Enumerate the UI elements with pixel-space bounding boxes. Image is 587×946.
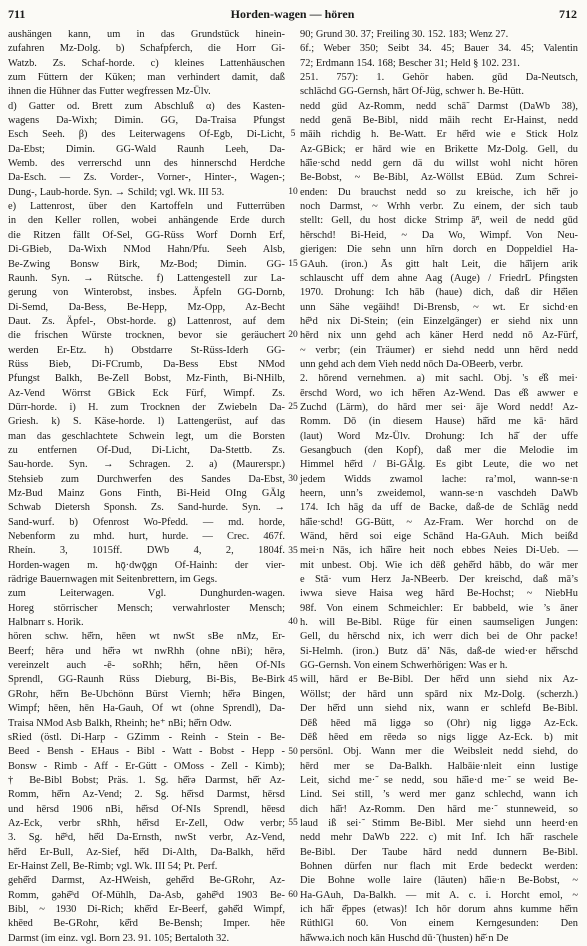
text-line: unn Sähe vegāihd! Di-Brensb, ~ wt. Er sichd·en [300,301,578,313]
text-line: Be-Bobst, ~ Be-Bibl, Az-Wöllst EBüd. Zum Schrei- [300,172,578,184]
text-line: Watzb. Zs. Schaf-horde. c) kleines Lattenhäuschen [8,57,285,69]
text-line: Sprendl, GG-Raunh Rüss Dieburg, Bi-Bis, Be-Birk [8,674,285,686]
text-line: Zuchd (Lärm), do hārd mer sei· āje Word nedd! Az- [300,401,578,413]
text-line: sRied (östl. Di-Harp - GZimm - Reinh - Stein - Be- [8,731,285,743]
text-line: Esch Seeh. β) des Leiterwagens Of-Egb, Di-Licht, [8,129,285,141]
text-line: man das geschlachtete Schwein legt, um die Borsten [8,430,285,442]
text-line: Wöllst; der hārd unn spārd nix Mz-Dolg. (scherzh.) [300,688,578,700]
text-line: Himmel hē̆rd / Bi-GÄlg. Es gibt Leute, die wo net [300,459,578,471]
text-line: zum Füttern der Küken; man verhindert damit, daß [8,72,285,84]
text-line: Ha-GAuh, Da-Balkh. — mit A. c. i. Horcht emol, ~ [300,889,578,901]
text-line: Stehsieb zum Durchwerfen des Sandes Da-Ebst, [8,473,285,485]
text-line: hērschd! Bi-Heid, ~ Da Wo, Wimpf. Von Neu- [300,229,578,241]
text-line: hē̆ᵃd nix Di-Stein; (ein Einzelgänger) er siehd nix unn [300,315,578,327]
text-line: h. will Be-Bibl. Rüge für einen saumseligen Jungen: [300,617,578,629]
text-line: Er-Hainst Zell, Be-Rimb; vgl. Wk. III 54; Pt. Perf. [8,860,218,872]
text-line: Dēß hēɐd mā liggə so (Ohr) nig liggə Az-Eck. [300,717,578,729]
text-line: rädrige Bauernwagen mit Seitenbrettern, im Gegs. [8,574,218,586]
text-line: 174. Ich hāg da uff de Backe, daß-de de Schlāg nedd [300,502,578,514]
text-line: hērd nix unn gehd ach käner Herd nedd nō Az-Fürf, [300,330,578,342]
text-line: wagens Da-Wixh; Dimin. GG, Da-Traisa Pfungst [8,115,285,127]
running-head: Horden-wagen — hören [230,7,355,21]
text-line: nedd güd Az-Romm, nedd schā̃ Darmst (DaWb 38), [300,100,578,112]
text-line: Bonsw - Rimb - Aff - Er-Gütt - OMoss - Zell - Kimb); [8,760,285,772]
text-line: persönl. Obj. Wann mer die Weibsleit nedd siehd, do [300,746,578,758]
text-line: werden Er-Etz. h) Obstdarre St-Rüss-Iderh GG- [8,344,285,356]
text-line: 90; Grund 30. 37; Freiling 30. 152. 183; Wenz 27. [300,29,509,40]
text-line: Mz-Bud Mainz Gons Finth, Bi-Heid OIng GÄlg [8,488,285,499]
text-line: Raunh. Syn. → Rütsche. f) Lattengestell zur La- [8,272,285,284]
text-line: zum Leiterwagen. Vgl. Dunghurden-wagen. [8,588,285,600]
text-line: Sau-horde. Syn. → Schragen. 2. a) (Maurerspr.) [8,459,285,471]
text-line: Pfungst Balkh, Be-Zell Bobst, Mz-Finth, Bi-NHilb, [8,373,285,385]
text-line: 72; Erdmann 154. 168; Bescher 31; Held § 102. 231. [300,57,520,69]
text-line: hā̆ie·schd! GG-Bütt, ~ Az-Fram. Wer horchd on de [300,516,578,528]
text-line: Be-Zwing Bonsw Birk, Mz-Bod; Dimin. GG- [8,258,285,270]
text-line: hā̆ie·schd nedd gern dä du willst wohl nicht hören [300,158,578,170]
text-line: 251. 757): 1. Gehör haben. gūd Da-Neutsch, [300,72,578,84]
text-line: nedd mehr DaWb 222. c) mit Inf. Ich hā̆r raschele [300,832,578,844]
text-line: noch Darmst, ~ Wrhh verbr. Zu einem, der sich taub [300,201,578,213]
text-line: Beed - Bensh - EHaus - Bibl - Watt - Bobst - Hepp - [8,746,285,758]
text-line: ihnen die Hühner das Futter wegfressen Mz-Ülv. [8,86,211,98]
text-line: Az-Eck, verbr sRhh, hē̆rsd Er-Zell, Odw verbr; [8,817,285,829]
text-line: Si-Helmh. (iron.) Butz dā’ Nās, daß-de wied·er hē̆rschd [300,645,578,657]
text-line: hā̆wwə.ich noch kān Huschd dū·̃ (husten) hē̆·n De [300,932,509,944]
text-line: Da-Esch. — Zs. Vorder-, Vorner-, Hinter-, Wagen-; [8,172,285,184]
text-line: hören schw. hē̆rn, hēɐn wt nwSt sBe nMz, Er- [8,631,285,643]
right-column [300,28,578,944]
text-line: Rheín. 3, 1015ff. DWb 4, 2, 1804f. [8,545,285,557]
line-number: 55 [288,818,298,829]
text-line: 1970. Drohung: Ich hāb (haue) dich, daß dir Hē̆ien [300,287,578,299]
text-line: schlauscht uff dem ahne Aag (Auge) / FriedrL Pfingsten [300,272,578,284]
text-line: mei·n Nās, ich hā̆ire heit noch ebbes Neies Di-Ueb. — [300,545,578,557]
text-line: Wimpf; hēɐn, hēn Ha-Gauh, Of wt (ohne Sprendl), Da- [8,703,285,715]
line-number: 10 [288,186,298,197]
text-line: Romm, gəhē̆ᵃd Of-Mühlh, Da-Asb, gəhē̆ᵃd 1903 Be- [8,889,285,901]
text-line: dich hā̆r! Az-Romm. Den hārd me·̃ stunneweid, so [300,803,578,815]
text-line: vereinzelt auch -ē- soRhh; hē̆rn, hēɐn Of-NIs [8,660,285,672]
text-line: Lind. Sei still, ’s werd mer ganz schlechd, wann ich [300,789,578,801]
text-line: ich hā̆r ē̆ppes (etwas)! Ich hōr dorum ahns kumme hē̆rn [300,903,578,915]
text-line: unn gehd ach dem Vieh nedd nōch Da-OBeerb, verbr. [300,358,524,370]
line-number: 15 [288,258,298,269]
text-line: e Stā· vum Herz Ja-NBeerb. Der kreischd, daß mā’s [300,574,578,586]
text-line: Griesh. k) S. Käse-horde. l) Lattengerüst, auf das [8,416,285,428]
line-number: 45 [288,674,298,685]
text-line: † Be-Bibl Bobst; Präs. 1. Sg. hē̆rə Darmst, hē̆r Az- [8,774,285,786]
text-line: 2. hōrend vernehmen. a) mit sachl. Obj. 's e̊ß mei· [300,373,578,385]
line-number: 25 [288,402,298,413]
text-line: māih richdig h. Be-Watt. Er hē̆rd wie e Stick Holz [300,129,578,141]
text-line: Az-GBick; er hārd wie en Brikette Mz-Dolg. Gell, du [300,143,578,155]
text-line: Darmst (im einz. vgl. Born 23. 91. 105; Bertaloth 32. [8,932,230,944]
line-number: 50 [288,746,298,757]
text-line: Gell, du hērschd nix, ich werr dich bei de Ohr packe! [300,631,578,643]
text-line: Halbnarr s. Horik. [8,617,84,629]
text-line: ~ verbr; (ein Träumer) er siehd nedd unn hērd nedd [300,344,578,356]
text-line: Sand-wurf. b) Ofenrost Wo-Pfedd. — md. horde, [8,516,285,528]
text-line: Di-GBieb, Da-Wixh NMod Hahn/Pfu. Seeh Alsb, [8,244,285,256]
text-line: (laut) Word Mz-Ülv. Drohung: Ich hā̆ der uffe [300,430,578,442]
text-line: Az-Vend Wörrst GBick Eck Fürf, Wimpf. Zs. [8,387,285,399]
text-line: Nebenform zu mhd. hurt, hurde. — Crec. 467f. [8,531,285,543]
page-number-left: 711 [8,7,26,21]
text-line: e) Lattenrost, über den Kartoffeln und Futterrüben [8,201,285,213]
text-line: laud iß sei·̃ Stimm Be-Bibl. Mer siehd unn heerd·en [300,817,578,829]
text-line: gerung von Winterobst, insbes. Äpfeln GG-Dornb, [8,287,285,299]
text-line: Daut. Zs. Äpfel-, Obst-horde. g) Lattenrost, auf dem [8,315,285,327]
text-line: 98f. Von einem Schmeichler: Er babbeld, wie ’s āner [300,602,578,614]
text-line: Romm, hē̆rn Az-Vend; 2. Sg. hē̆rsd Darmst, hērsd [8,789,285,801]
text-line: nedd genā Be-Bibl, nidd māih recht Er-Hainst, nedd [300,115,578,127]
text-line: Da-Ebst; Dimin. GG-Wald Raunh Leeh, Da- [8,143,285,155]
text-line: RüthlGl 60. Von einem Kerngesunden: Den [300,918,578,930]
text-line: zu entfernen Of-Dud, Di-Licht, Da-Stettb. Zs. [8,444,285,456]
text-line: iwwa sieve Haisa weg hārd Be-Hochst; ~ NiebHu [300,588,578,600]
text-line: Wemb. des verrerschd unn des hinnerschd Herdche [8,158,285,170]
text-line: will, hārd er Be-Bibl. Der hē̆rd unn siehd nix Az- [300,674,578,686]
text-line: Rüss Bieb, Di-FCrumb, Da-Bess Ebst NMod [8,358,285,370]
text-line: Die Bohne wolle laire (läuten) hā̆ie·n Be-Bobst, ~ [300,875,578,887]
text-line: Leit, sichd me·̃ se nedd, sou hā̆ie·d me·̃ se weid Be- [300,774,578,786]
text-line: aushängen kann, um in das Grundstück hinein- [8,29,285,40]
text-line: khēɐd Be-GRohr, kē̆rd Be-Bensh; Imper. hēɐ [8,918,285,930]
text-line: in den Keller rollen, wobei anhängende Erde durch [8,215,285,227]
text-line: Beerf; hērə und hē̆rə wt nwRhh (ohne nBi); hērə, [8,645,285,657]
text-line: Di-Semd, Da-Bess, Be-Hepp, Mz-Opp, Az-Becht [8,301,285,313]
text-line: und hērsd 1906 nBi, hē̆rsd Of-NIs Sprendl, hēɐsd [8,803,285,815]
text-line: GAuh. (iron.) Ās gitt halt Leit, die hā̆ijern arik [300,258,578,270]
text-line: Gesangbuch (den Kopf), daß mer die Melodie im [300,444,578,456]
line-number: 5 [290,129,296,140]
text-line: Romm. Dō (in diesem Hause) hā̆rd me kā· hārd [300,416,578,428]
text-line: heern, unn’s zweidemol, wann-se·n vaschdeh DaWb [300,488,578,499]
text-line: die frischen Würste trocknen, bevor sie geräuchert [8,330,285,342]
text-line: ērschd Word, wo ich hē̆ren Az-Wend. Das e̊ß awwer e [300,387,578,399]
line-number: 35 [288,545,298,556]
text-line: die Ritzen fällt Of-Sel, GG-Rüss Worf Dornh Erf, [8,229,285,241]
text-line: Wänd, hērd soi eige Schānd Ha-GAuh. Mich beißd [300,531,578,543]
text-line: schlächd GG-Gernsh, hārt Of-Jüg, schwer h. Be-Hütt. [300,86,524,98]
text-line: Schwab Dietersh Sponsh. Zs. Sand-hurde. Syn. → [8,502,285,514]
text-line: Der hē̆rd unn siehd nix, wann er schlefd Be-Bibl. [300,703,578,715]
text-line: GRohr, hē̆rn Be-Ubchönn Bürst Viernh; hē̆rə Bingen, [8,688,285,700]
text-line: GG-Gernsh. Von einem Schwerhörigen: Was er h. [300,660,508,672]
page-header [8,7,577,25]
text-line: gierigen: Die sehn unn hīrn dorch en Doppeldiel Ha- [300,244,578,256]
text-line: Be-Bibl. Der Taube hārd nedd dunnern Be-Bibl. [300,846,578,858]
text-line: Horeg störrischer Mensch; verwahrloster Mensch; [8,602,285,614]
text-line: enden: Du brauchst nedd so zu kreische, ich hē̆r jo [300,186,578,198]
text-line: hē̆rd Er-Bull, Az-Sief, hē̆d Di-Alth, Da-Balkh, hē̆rd [8,846,285,858]
text-line: d) Gatter od. Brett zum Abschluß α) des Kasten- [8,100,285,112]
text-line: mit unbest. Obj. Wie ich dēß gehē̆rd hābb, do wār mer [300,559,578,571]
text-line: 6f.; Weber 350; Seibt 34. 45; Bauer 34. 45; Valentin [300,43,578,55]
text-line: Dürr-horde. i) H. zum Trocknen der Zwiebeln Da- [8,401,285,413]
line-number: 60 [288,890,298,900]
text-line: hērd mer se Da-Balkh. Halbāie·nleit einn lustige [300,760,578,772]
text-line: 3. Sg. hē̆ᵃd, hē̆d Da-Ernsth, nwSt verbr, Az-Vend, [8,832,285,844]
text-line: zufahren Mz-Dolg. b) Schafpferch, die Horr Gi- [8,43,285,55]
text-line: Dēß hēɐd em rēɐdə so nigs ligge Az-Eck. b) mit [300,731,578,743]
text-line: Bohnen dürfen nur flach mit Erde bedeckt werden: [300,860,578,872]
text-line: Bibl, ~ 1930 Di-Rich; khē̆rd Er-Beerf, gəhē̆d Wimpf, [8,903,285,915]
text-line: jedem Widds zwamol lache: ra’mol, wann-se·n [300,473,578,485]
line-number: 20 [288,330,298,341]
text-line: Traisa NMod Asb Balkh, Rheinh; he⁺ nBi; hē̆rn Odw. [8,717,232,729]
text-line: Horden-wagen m. hǭ·dwǭgn Of-Hainh: der vier- [8,559,285,571]
line-number: 30 [288,473,298,484]
text-line: Dung-, Laub-horde. Syn. → Schild; vgl. Wk. III 53. [8,186,225,198]
line-number: 40 [288,617,298,628]
left-column [8,28,285,944]
page-number-right: 712 [559,7,577,21]
text-line: stellt: Gell, du host dicke Strimp ā̃ⁿ, weil de nedd gūd [300,215,578,227]
text-line: gehē̆rd Darmst, Az-HWeish, gehē̆rd Be-GRohr, Az- [8,875,285,887]
